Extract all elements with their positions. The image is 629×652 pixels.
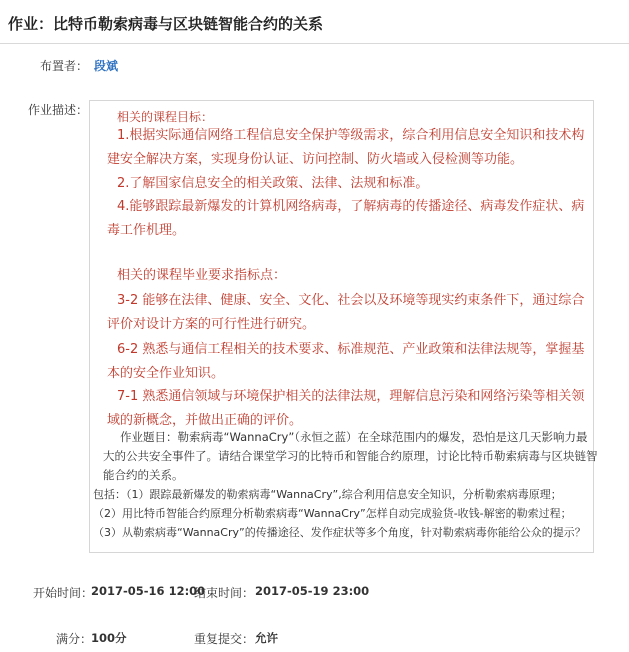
full-score-value: 100分 [91,631,127,645]
include-item-1: 包括：（1）跟踪最新爆发的勒索病毒“WannaCry”,综合利用信息安全知识，分析勒索病毒原理； [93,488,562,501]
publisher-label: 布置者： [40,59,89,73]
goal-4: 4.能够跟踪最新爆发的计算机网络病毒，了解病毒的传播途径、病毒发作症状、病毒工作机理。 [107,199,585,238]
description-box [89,100,598,553]
end-time-label: 结束时间： [194,586,255,600]
goal-2: 2.了解国家信息安全的相关政策、法律、法规和标准。 [117,176,429,191]
description-label: 作业描述： [28,103,89,117]
goal-1: 1.根据实际通信网络工程信息安全保护等级需求，综合利用信息安全知识和技术构建安全解决方案，实现身份认证、访问控制、防火墙或入侵检测等功能。 [107,128,585,167]
start-time-label: 开始时间： [33,586,94,600]
full-score-label: 满分： [56,632,93,646]
goals-heading: 相关的课程目标： [117,110,214,124]
req-heading: 相关的课程毕业要求指标点： [117,268,287,283]
page-title: 作业：比特币勒索病毒与区块链智能合约的关系 [8,15,324,33]
req-1: 3-2 能够在法律、健康、安全、文化、社会以及环境等现实约束条件下，通过综合评价对设计方案的可行性进行研究。 [107,293,585,332]
title-bar [0,0,629,44]
end-time-value: 2017-05-19 23:00 [255,584,370,598]
start-time-value: 2017-05-16 12:00 [91,584,206,598]
resubmit-value: 允许 [255,631,278,645]
resubmit-label: 重复提交： [194,632,255,646]
assignment-topic: 作业题目：勒索病毒“WannaCry”（永恒之蓝）在全球范围内的爆发，恐怕是这几天影响力最大的公共安全事件了。请结合课堂学习的比特币和智能合约原理，讨论比特币勒索病毒与区块链智能合约的关系。 [103,430,598,482]
publisher-link[interactable]: 段斌 [94,59,119,73]
include-item-3: （3）从勒索病毒“WannaCry”的传播途径、发作症状等多个角度，针对勒索病毒你能给公众的提示？ [93,526,586,539]
req-2: 6-2 熟悉与通信工程相关的技术要求、标准规范、产业政策和法律法规等，掌握基本的安全作业知识。 [107,342,585,381]
req-3: 7-1 熟悉通信领域与环境保护相关的法律法规，理解信息污染和网络污染等相关领域的新概念，并做出正确的评价。 [107,389,585,428]
include-item-2: （2）用比特币智能合约原理分析勒索病毒“WannaCry”怎样自动完成验货-收钱-解密的勒索过程； [93,507,572,520]
